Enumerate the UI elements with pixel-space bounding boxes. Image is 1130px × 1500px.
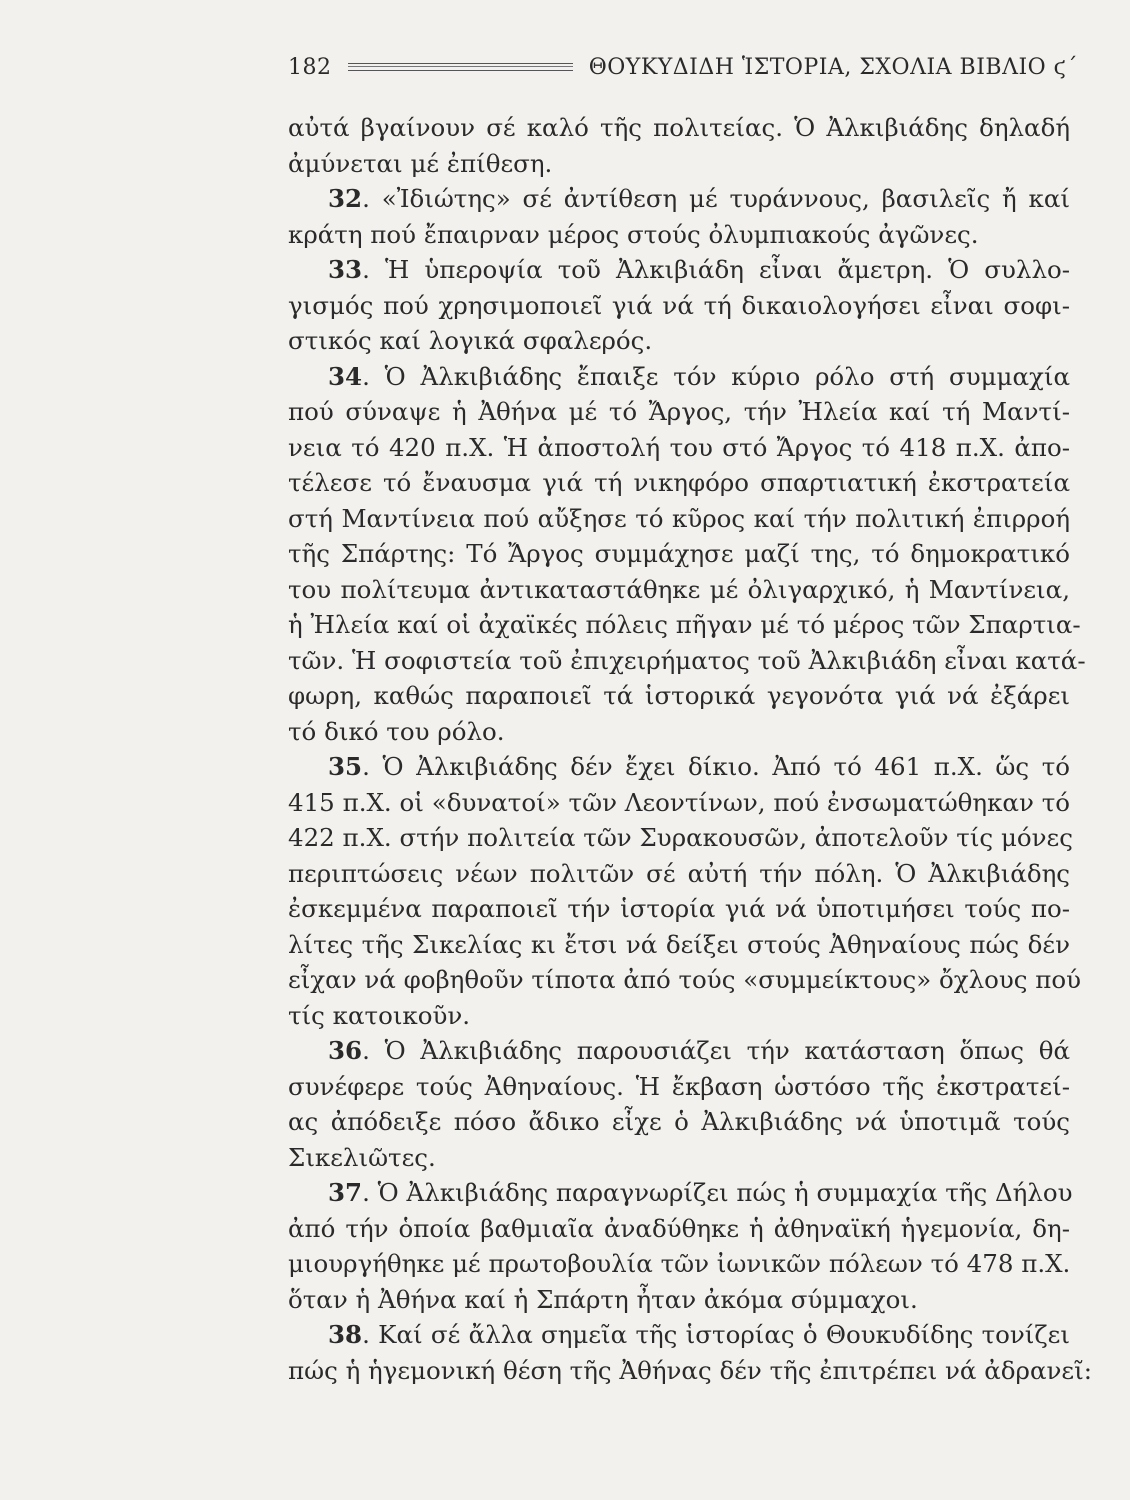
note-number: 34 [328,361,363,391]
text-line [288,359,1070,395]
text-line: τό δικό του ρόλο. [288,716,505,746]
text-line: τῆς Σπάρτης: Τό Ἄργος συμμάχησε μαζί της, τό δημοκρατικό [288,539,1070,568]
text-line: στικός καί λογικά σφαλερός. [288,326,653,355]
text-line: ἐσκεμμένα παραποιεῖ τήν ἱστορία γιά νά ὑποτιμήσει τούς πο- [288,894,1070,923]
note-text: . Ὁ Ἀλκιβιάδης ἔπαιξε τόν κύριο ρόλο στή συμμαχία [362,361,1070,391]
note-text: . «Ἰδιώτης» σέ ἀντίθεση μέ τυράννους, βασιλεῖς ἤ καί [362,184,1070,213]
note-number: 37 [328,1178,363,1207]
text-line: αὐτά βγαίνουν σέ καλό τῆς πολιτείας. Ὁ Ἀλκιβιάδης δηλαδή [288,113,1070,142]
note-text: . Ὁ Ἀλκιβιάδης δέν ἔχει δίκιο. Ἀπό τό 461 π.Χ. ὥς τό [362,752,1070,781]
note-continuation [288,110,1070,181]
text-line: 415 π.Χ. οἱ «δυνατοί» τῶν Λεοντίνων, πού ἐνσωματώθηκαν τό [288,787,1070,817]
header-rule [348,63,573,71]
text-line: εἶχαν νά φοβηθοῦν τίποτα ἀπό τούς «συμμείκτους» ὄχλους πού [288,965,1081,994]
note-34 [288,359,1086,750]
text-line: γισμός πού χρησιμοποιεῖ γιά νά τή δικαιολογήσει εἶναι σοφι- [288,290,1070,320]
text-line: ἀμύνεται μέ ἐπίθεση. [288,148,553,178]
text-line [288,1175,1073,1211]
text-line: του πολίτευμα ἀντικαταστάθηκε μέ ὀλιγαρχικό, ἡ Μαντίνεια, [288,574,1070,604]
running-title: ΘΟΥΚΥΔΙΔΗ ἹΣΤΟΡΙΑ, ΣΧΟΛΙΑ ΒΙΒΛΙΟ ϛ΄ [588,54,1078,80]
text-line: τῶν. Ἡ σοφιστεία τοῦ ἐπιχειρήματος τοῦ Ἀλκιβιάδη εἶναι κατά- [288,645,1086,675]
text-line: πώς ἡ ἡγεμονική θέση τῆς Ἀθήνας δέν τῆς ἐπιτρέπει νά ἀδρανεῖ: [288,1355,1092,1385]
note-text: . Καί σέ ἄλλα σημεῖα τῆς ἱστορίας ὁ Θουκυδίδης τονίζει [362,1320,1070,1349]
text-line: στή Μαντίνεια πού αὔξησε τό κῦρος καί τήν πολιτική ἐπιρροή [288,503,1070,533]
running-head [288,50,1078,84]
text-line [288,181,1070,217]
note-text: . Ἡ ὑπεροψία τοῦ Ἀλκιβιάδη εἶναι ἄμετρη. Ὁ συλλο- [362,255,1070,284]
text-line: 422 π.Χ. στήν πολιτεία τῶν Συρακουσῶν, ἀποτελοῦν τίς μόνες [288,823,1073,852]
text-line: λίτες τῆς Σικελίας κι ἔτσι νά δείξει στούς Ἀθηναίους πώς δέν [288,929,1070,959]
text-line [288,749,1070,785]
note-number: 36 [328,1036,363,1065]
text-line: τέλεσε τό ἔναυσμα γιά τή νικηφόρο σπαρτιατική ἐκστρατεία [288,468,1070,497]
text-line [288,252,1070,288]
text-line: συνέφερε τούς Ἀθηναίους. Ἡ ἔκβαση ὡστόσο τῆς ἐκστρατεί- [288,1071,1070,1101]
note-35 [288,749,1081,1033]
text-line: νεια τό 420 π.Χ. Ἡ ἀποστολή του στό Ἄργος τό 418 π.Χ. ἀπο- [288,432,1070,462]
page-number: 182 [288,54,332,80]
note-33 [288,252,1070,359]
text-line: πού σύναψε ἡ Ἀθήνα μέ τό Ἄργος, τήν Ἠλεία καί τή Μαντί- [288,397,1070,426]
note-38 [288,1317,1092,1388]
commentary-text [288,110,1092,1388]
text-line: ἡ Ἠλεία καί οἱ ἀχαϊκές πόλεις πῆγαν μέ τό μέρος τῶν Σπαρτια- [288,610,1081,639]
text-line: μιουργήθηκε μέ πρωτοβουλία τῶν ἰωνικῶν πόλεων τό 478 π.Χ. [288,1249,1071,1278]
text-line: περιπτώσεις νέων πολιτῶν σέ αὐτή τήν πόλη. Ὁ Ἀλκιβιάδης [288,858,1070,888]
text-line: ἀπό τήν ὁποία βαθμιαῖα ἀναδύθηκε ἡ ἀθηναϊκή ἡγεμονία, δη- [288,1213,1070,1243]
text-line: φωρη, καθώς παραποιεῖ τά ἱστορικά γεγονότα γιά νά ἐξάρει [288,681,1070,710]
text-line [288,1033,1070,1069]
note-text: . Ὁ Ἀλκιβιάδης παρουσιάζει τήν κατάσταση ὅπως θά [362,1036,1070,1065]
text-line [288,1317,1070,1353]
text-line: κράτη πού ἔπαιρναν μέρος στούς ὀλυμπιακούς ἀγῶνες. [288,219,979,249]
text-line: ας ἀπόδειξε πόσο ἄδικο εἶχε ὁ Ἀλκιβιάδης νά ὑποτιμᾶ τούς [288,1107,1070,1136]
note-37 [288,1175,1073,1317]
note-number: 33 [328,255,363,284]
text-line: Σικελιῶτες. [288,1142,436,1172]
note-text: . Ὁ Ἀλκιβιάδης παραγνωρίζει πώς ἡ συμμαχία τῆς Δήλου [362,1178,1073,1207]
note-number: 32 [328,184,363,213]
note-32 [288,181,1070,252]
text-line: τίς κατοικοῦν. [288,1000,471,1030]
note-36 [288,1033,1070,1175]
note-number: 35 [328,752,363,781]
note-number: 38 [328,1320,363,1349]
text-line: ὅταν ἡ Ἀθήνα καί ἡ Σπάρτη ἦταν ἀκόμα σύμμαχοι. [288,1284,918,1314]
